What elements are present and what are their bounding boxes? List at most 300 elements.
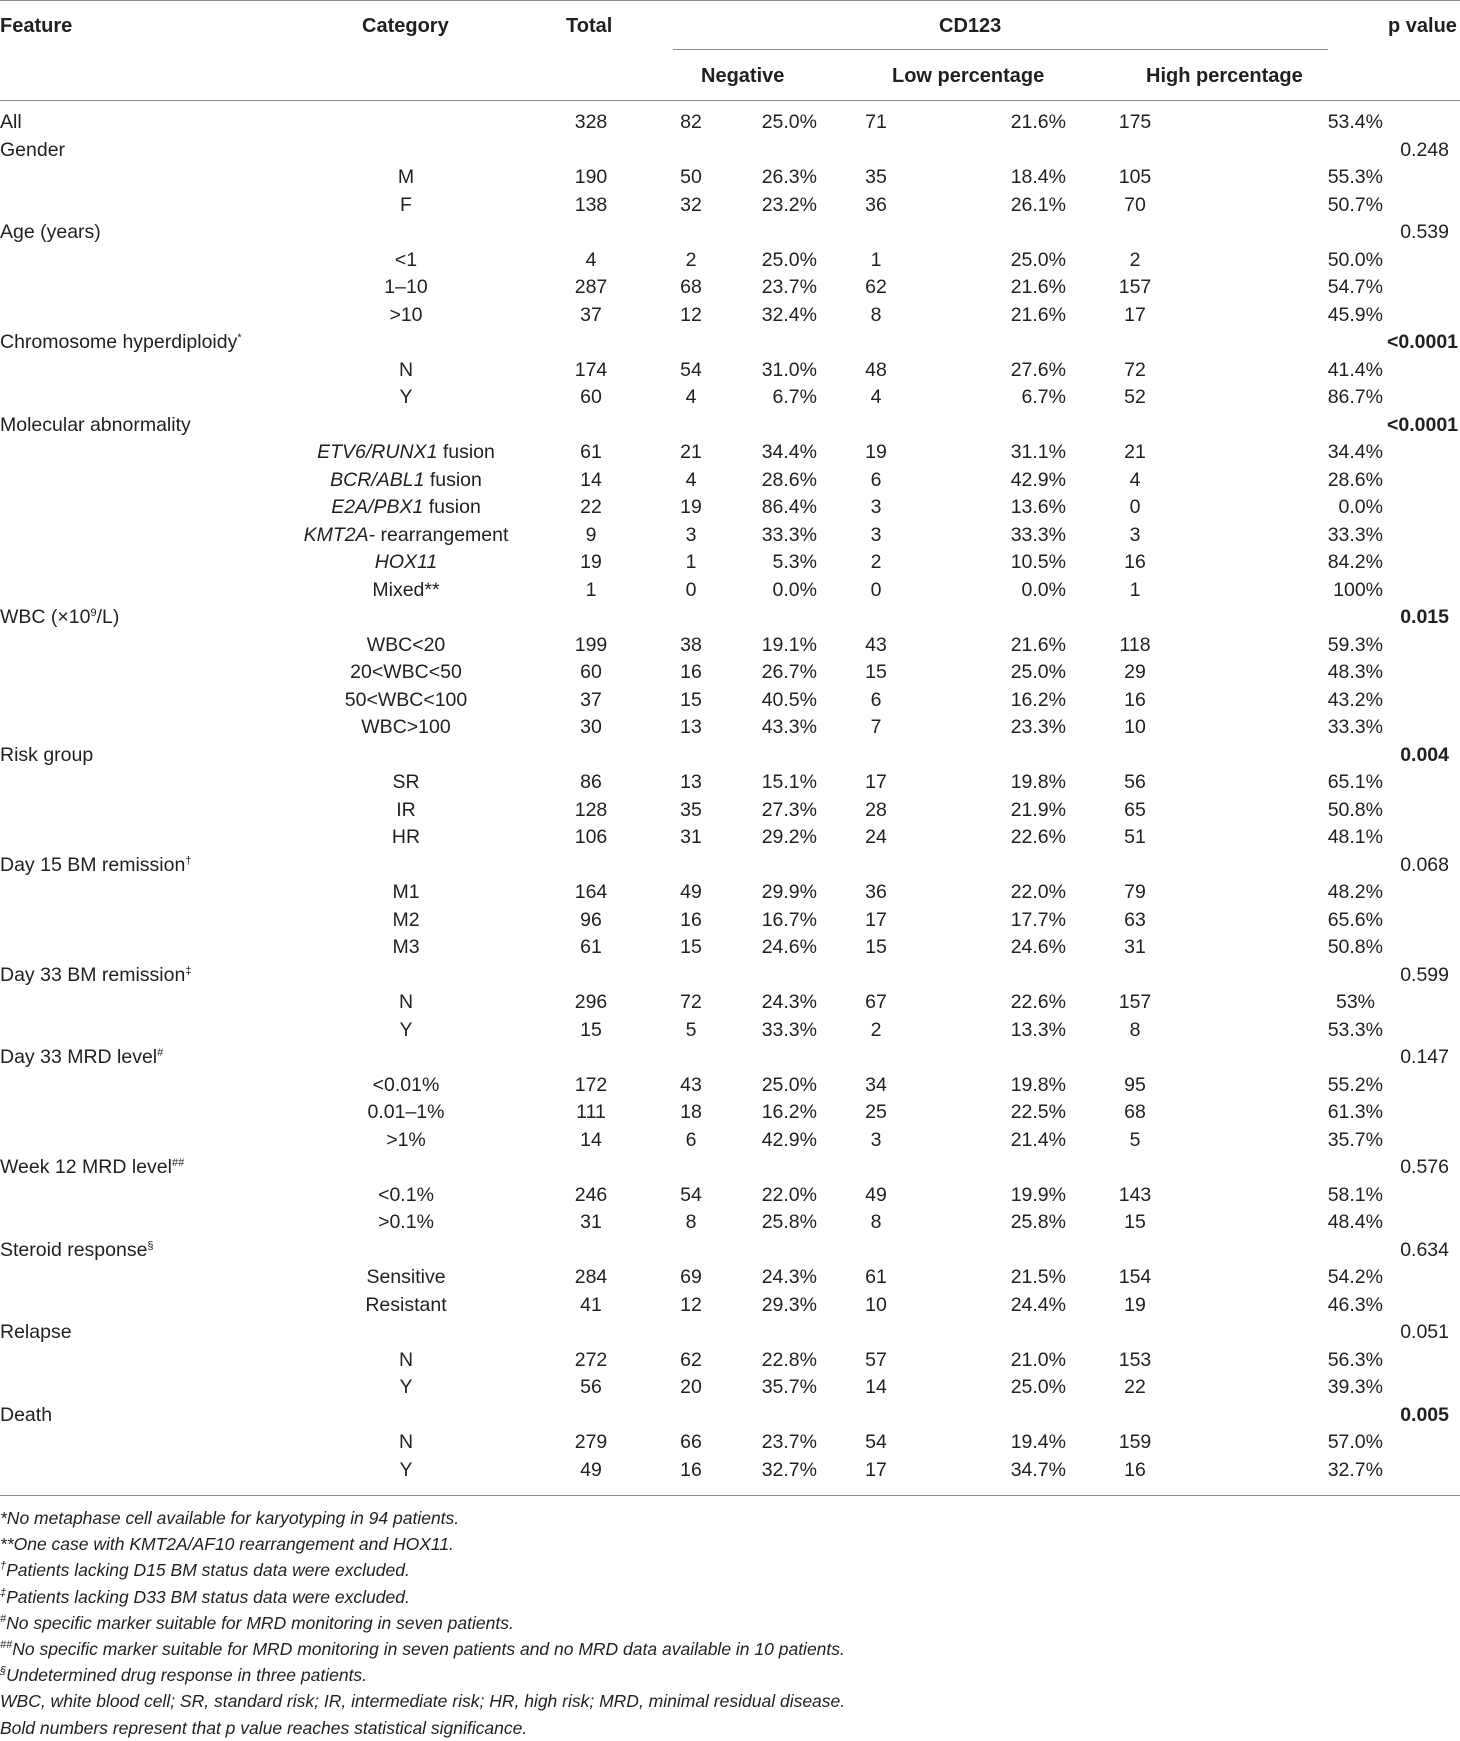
- negative-percent-cell: [712, 1264, 820, 1292]
- low-percent-cell: [932, 494, 1073, 522]
- p-value-cell: [1387, 577, 1460, 605]
- cell-value: 287: [574, 276, 608, 298]
- feature-cell: [0, 632, 300, 660]
- low-percent-cell: [932, 604, 1073, 632]
- high-percent-cell: [1197, 852, 1387, 880]
- cell-value: 50.7%: [1327, 193, 1383, 216]
- p-value: 0.539: [1400, 221, 1449, 243]
- cell-value: 32.4%: [761, 303, 817, 326]
- cell-value: 21.6%: [1010, 111, 1066, 133]
- high-count-cell: [1073, 1127, 1197, 1155]
- high-count-cell: [1073, 577, 1197, 605]
- p-value: 0.015: [1400, 606, 1449, 628]
- cell-value: 138: [574, 193, 608, 216]
- low-percent-cell: [932, 1127, 1073, 1155]
- low-percent-cell: [932, 522, 1073, 550]
- total-cell: [512, 687, 670, 715]
- low-count-cell: [820, 494, 932, 522]
- cell-value: 0.0%: [1338, 496, 1383, 518]
- category-cell: [300, 522, 512, 550]
- cell-value: 16: [1124, 688, 1146, 711]
- high-percent-cell: [1197, 1237, 1387, 1265]
- total-cell: [512, 522, 670, 550]
- category-cell: [300, 247, 512, 275]
- footnote-text: Patients lacking D15 BM status data were excluded.: [6, 1560, 410, 1581]
- table-row: [0, 1374, 1460, 1402]
- cell-value: 6.7%: [772, 386, 817, 408]
- category-cell: [300, 824, 512, 852]
- cell-value: 50.8%: [1327, 936, 1383, 958]
- feature-cell: [0, 357, 300, 385]
- cell-value: 1: [1129, 578, 1141, 601]
- feature-cell: [0, 137, 300, 165]
- total-cell: [512, 714, 670, 742]
- cell-value: 61: [580, 441, 602, 463]
- high-count-cell: [1073, 494, 1197, 522]
- cell-value: 65: [1124, 798, 1146, 821]
- table-row: [0, 109, 1460, 137]
- high-count-cell: [1073, 384, 1197, 412]
- cell-value: 33.3%: [1010, 523, 1066, 546]
- feature-label: Day 33 MRD level: [0, 1046, 158, 1068]
- cell-value: 84.2%: [1327, 551, 1383, 573]
- cell-value: 37: [580, 688, 602, 711]
- feature-cell: [0, 852, 300, 880]
- footnote-mark: ##: [0, 1639, 13, 1652]
- cell-value: 284: [574, 1266, 608, 1288]
- cell-value: 28.6%: [1327, 468, 1383, 491]
- high-count-cell: [1073, 1237, 1197, 1265]
- low-percent-cell: [932, 714, 1073, 742]
- low-count-cell: [820, 357, 932, 385]
- high-percent-cell: [1197, 1264, 1387, 1292]
- cell-value: 53%: [1335, 991, 1375, 1013]
- cell-value: 105: [1118, 166, 1152, 188]
- cell-value: 41: [580, 1293, 602, 1316]
- category-cell: [300, 1127, 512, 1155]
- low-percent-cell: [932, 852, 1073, 880]
- feature-cell: [0, 1292, 300, 1320]
- high-count-cell: [1073, 989, 1197, 1017]
- low-percent-cell: [932, 412, 1073, 440]
- high-percent-cell: [1197, 659, 1387, 687]
- category-label: Resistant: [365, 1293, 447, 1316]
- cell-value: 33.3%: [761, 523, 817, 546]
- negative-count-cell: [670, 1044, 712, 1072]
- high-count-cell: [1073, 164, 1197, 192]
- footnote-text: *No metaphase cell available for karyotyping in 94 patients.: [0, 1508, 460, 1528]
- negative-percent-cell: [712, 1374, 820, 1402]
- category-cell: [300, 192, 512, 220]
- footnote-mark: #: [0, 1612, 7, 1625]
- negative-percent-cell: [712, 1044, 820, 1072]
- negative-percent-cell: [712, 302, 820, 330]
- total-cell: [512, 769, 670, 797]
- category-cell: [300, 412, 512, 440]
- cell-value: 49: [580, 1458, 602, 1481]
- cell-value: 19: [865, 441, 887, 463]
- p-value-cell: [1387, 1402, 1460, 1430]
- negative-percent-cell: [712, 1319, 820, 1347]
- feature-cell: [0, 1127, 300, 1155]
- negative-percent-cell: [712, 742, 820, 770]
- cell-value: 4: [685, 468, 697, 491]
- category-label: IR: [396, 798, 416, 821]
- cell-value: 19: [680, 496, 702, 518]
- high-count-cell: [1073, 1292, 1197, 1320]
- p-value-cell: [1387, 962, 1460, 990]
- total-cell: [512, 1017, 670, 1045]
- cell-value: 29.2%: [761, 826, 817, 848]
- top-rule: [0, 0, 1460, 1]
- cell-value: 296: [574, 991, 608, 1013]
- high-count-cell: [1073, 632, 1197, 660]
- low-count-cell: [820, 824, 932, 852]
- cell-value: 34: [865, 1073, 887, 1096]
- high-percent-cell: [1197, 1099, 1387, 1127]
- category-cell: [300, 439, 512, 467]
- cell-value: 143: [1118, 1183, 1152, 1206]
- cell-value: 159: [1118, 1431, 1152, 1453]
- high-percent-cell: [1197, 1429, 1387, 1457]
- low-count-cell: [820, 769, 932, 797]
- p-value-cell: [1387, 412, 1460, 440]
- table-row: [0, 714, 1460, 742]
- feature-cell: [0, 742, 300, 770]
- cell-value: 48.4%: [1327, 1211, 1383, 1233]
- cell-value: 14: [580, 1128, 602, 1151]
- table-row: [0, 632, 1460, 660]
- high-percent-cell: [1197, 247, 1387, 275]
- table-row: [0, 247, 1460, 275]
- category-label: <0.01%: [372, 1073, 440, 1096]
- feature-cell: [0, 247, 300, 275]
- negative-count-cell: [670, 439, 712, 467]
- high-count-cell: [1073, 1374, 1197, 1402]
- negative-count-cell: [670, 357, 712, 385]
- p-value-cell: [1387, 797, 1460, 825]
- category-cell: [300, 604, 512, 632]
- low-count-cell: [820, 934, 932, 962]
- total-cell: [512, 412, 670, 440]
- low-count-cell: [820, 1374, 932, 1402]
- high-percent-cell: [1197, 137, 1387, 165]
- low-percent-cell: [932, 1017, 1073, 1045]
- table-row: [0, 357, 1460, 385]
- negative-count-cell: [670, 192, 712, 220]
- high-percent-cell: [1197, 302, 1387, 330]
- cell-value: 3: [870, 523, 882, 546]
- footnote-line: [0, 1505, 1460, 1531]
- low-count-cell: [820, 1209, 932, 1237]
- feature-cell: [0, 797, 300, 825]
- negative-count-cell: [670, 934, 712, 962]
- low-count-cell: [820, 1127, 932, 1155]
- feature-cell: [0, 1044, 300, 1072]
- feature-cell: [0, 1099, 300, 1127]
- high-percent-cell: [1197, 1457, 1387, 1485]
- low-percent-cell: [932, 439, 1073, 467]
- feature-label: Chromosome hyperdiploidy: [0, 331, 238, 353]
- table-row: [0, 989, 1460, 1017]
- category-label: rearrangement: [375, 523, 509, 546]
- gene-name: HOX11: [374, 551, 438, 573]
- category-label: <1: [394, 248, 418, 271]
- cell-value: 25.8%: [1010, 1211, 1066, 1233]
- cell-value: 14: [865, 1376, 887, 1398]
- p-value-cell: [1387, 302, 1460, 330]
- category-label: Sensitive: [366, 1266, 446, 1288]
- category-label: fusion: [437, 441, 495, 463]
- cell-value: 23.2%: [761, 193, 817, 216]
- cell-value: 33.3%: [761, 1018, 817, 1041]
- feature-cell: [0, 1209, 300, 1237]
- table-row: [0, 1044, 1460, 1072]
- total-cell: [512, 164, 670, 192]
- feature-cell: [0, 384, 300, 412]
- cell-value: 60: [580, 386, 602, 408]
- cell-value: 38: [680, 633, 702, 656]
- p-value-cell: [1387, 604, 1460, 632]
- low-count-cell: [820, 907, 932, 935]
- cell-value: 42.9%: [761, 1128, 817, 1151]
- low-count-cell: [820, 302, 932, 330]
- cell-value: 32: [680, 193, 702, 216]
- cell-value: 45.9%: [1327, 303, 1383, 326]
- cell-value: 29.9%: [761, 881, 817, 903]
- p-value-cell: [1387, 192, 1460, 220]
- feature-cell: [0, 439, 300, 467]
- cell-value: 29.3%: [761, 1293, 817, 1316]
- low-percent-cell: [932, 384, 1073, 412]
- high-count-cell: [1073, 1319, 1197, 1347]
- total-cell: [512, 604, 670, 632]
- table-row: [0, 219, 1460, 247]
- cell-value: 16: [680, 1458, 702, 1481]
- feature-label: Day 33 BM remission: [0, 963, 186, 986]
- cell-value: 15: [680, 936, 702, 958]
- low-count-cell: [820, 632, 932, 660]
- cell-value: 106: [574, 826, 608, 848]
- category-cell: [300, 274, 512, 302]
- low-count-cell: [820, 852, 932, 880]
- high-count-cell: [1073, 1099, 1197, 1127]
- p-value-cell: [1387, 164, 1460, 192]
- p-value: 0.068: [1400, 853, 1449, 876]
- high-percent-cell: [1197, 357, 1387, 385]
- table-row: [0, 164, 1460, 192]
- cell-value: 24.3%: [761, 991, 817, 1013]
- cell-value: 16: [680, 661, 702, 683]
- low-percent-cell: [932, 329, 1073, 357]
- negative-count-cell: [670, 632, 712, 660]
- negative-count-cell: [670, 1319, 712, 1347]
- cell-value: 60: [580, 661, 602, 683]
- negative-count-cell: [670, 659, 712, 687]
- table-row: [0, 329, 1460, 357]
- feature-cell: [0, 302, 300, 330]
- negative-percent-cell: [712, 659, 820, 687]
- cell-value: 18: [680, 1101, 702, 1123]
- category-cell: [300, 494, 512, 522]
- low-percent-cell: [932, 1154, 1073, 1182]
- cell-value: 56: [580, 1376, 602, 1398]
- cell-value: 61: [580, 936, 602, 958]
- negative-percent-cell: [712, 962, 820, 990]
- footnote-mark: §: [0, 1665, 7, 1678]
- high-count-cell: [1073, 769, 1197, 797]
- total-cell: [512, 632, 670, 660]
- table-row: [0, 962, 1460, 990]
- high-percent-cell: [1197, 549, 1387, 577]
- low-percent-cell: [932, 1457, 1073, 1485]
- header-total: Total: [566, 15, 613, 37]
- table-row: [0, 797, 1460, 825]
- category-cell: [300, 632, 512, 660]
- cell-value: 199: [574, 633, 608, 656]
- cell-value: 41.4%: [1327, 358, 1383, 381]
- cell-value: 46.3%: [1327, 1293, 1383, 1316]
- cell-value: 57.0%: [1327, 1431, 1383, 1453]
- low-percent-cell: [932, 219, 1073, 247]
- cell-value: 6: [685, 1128, 697, 1151]
- high-count-cell: [1073, 1017, 1197, 1045]
- feature-label: All: [0, 111, 22, 133]
- p-value-cell: [1387, 1374, 1460, 1402]
- low-count-cell: [820, 522, 932, 550]
- footnote-line: [0, 1531, 1460, 1557]
- total-cell: [512, 1319, 670, 1347]
- category-cell: [300, 384, 512, 412]
- low-percent-cell: [932, 879, 1073, 907]
- p-value-cell: [1387, 1182, 1460, 1210]
- table-row: [0, 494, 1460, 522]
- p-value-cell: [1387, 1292, 1460, 1320]
- cell-value: 12: [680, 1293, 702, 1316]
- cell-value: 13: [680, 716, 702, 738]
- cell-value: 31.1%: [1010, 441, 1066, 463]
- high-percent-cell: [1197, 329, 1387, 357]
- cell-value: 28.6%: [761, 468, 817, 491]
- category-label: N: [398, 358, 414, 381]
- cell-value: 157: [1118, 276, 1152, 298]
- low-count-cell: [820, 164, 932, 192]
- cell-value: 59.3%: [1327, 633, 1383, 656]
- cell-value: 17: [865, 771, 887, 793]
- cell-value: 328: [574, 111, 608, 133]
- category-label: Y: [399, 1018, 413, 1041]
- p-value-cell: [1387, 1209, 1460, 1237]
- category-cell: [300, 164, 512, 192]
- table-row: [0, 907, 1460, 935]
- category-cell: [300, 989, 512, 1017]
- cell-value: 86.7%: [1327, 386, 1383, 408]
- cell-value: 50.8%: [1327, 798, 1383, 821]
- cell-value: 54: [680, 358, 702, 381]
- low-count-cell: [820, 1182, 932, 1210]
- cell-value: 2: [870, 551, 882, 573]
- footnote-line: [0, 1715, 1460, 1741]
- high-count-cell: [1073, 1154, 1197, 1182]
- high-percent-cell: [1197, 1017, 1387, 1045]
- cell-value: 31: [1124, 936, 1146, 958]
- p-value: 0.005: [1400, 1403, 1449, 1426]
- cell-value: 13.3%: [1010, 1018, 1066, 1041]
- low-count-cell: [820, 1429, 932, 1457]
- high-count-cell: [1073, 879, 1197, 907]
- table-row: [0, 137, 1460, 165]
- p-value-cell: [1387, 1072, 1460, 1100]
- category-label: WBC>100: [361, 716, 451, 738]
- high-percent-cell: [1197, 1072, 1387, 1100]
- p-value-cell: [1387, 549, 1460, 577]
- high-percent-cell: [1197, 907, 1387, 935]
- table-row: [0, 1072, 1460, 1100]
- negative-count-cell: [670, 797, 712, 825]
- cell-value: 25.8%: [761, 1211, 817, 1233]
- cell-value: 8: [870, 1211, 882, 1233]
- p-value-cell: [1387, 1099, 1460, 1127]
- cell-value: 50.0%: [1327, 248, 1383, 271]
- table-row: [0, 522, 1460, 550]
- category-label: >10: [389, 303, 423, 326]
- low-percent-cell: [932, 357, 1073, 385]
- high-percent-cell: [1197, 797, 1387, 825]
- total-cell: [512, 879, 670, 907]
- cell-value: 17: [865, 1458, 887, 1481]
- negative-count-cell: [670, 742, 712, 770]
- table-row: [0, 1292, 1460, 1320]
- high-percent-cell: [1197, 164, 1387, 192]
- negative-percent-cell: [712, 852, 820, 880]
- p-value-cell: [1387, 1044, 1460, 1072]
- cell-value: 31: [580, 1211, 602, 1233]
- cell-value: 19.8%: [1010, 771, 1066, 793]
- low-count-cell: [820, 1347, 932, 1375]
- footnote-line: [0, 1610, 1460, 1636]
- category-cell: [300, 302, 512, 330]
- cell-value: 25.0%: [761, 111, 817, 133]
- high-percent-cell: [1197, 962, 1387, 990]
- p-value: 0.634: [1400, 1238, 1449, 1261]
- category-label: 20<WBC<50: [350, 661, 462, 683]
- negative-count-cell: [670, 604, 712, 632]
- p-value-cell: [1387, 274, 1460, 302]
- cell-value: 19.8%: [1010, 1073, 1066, 1096]
- high-count-cell: [1073, 1044, 1197, 1072]
- feature-cell: [0, 1429, 300, 1457]
- feature-cell: [0, 1319, 300, 1347]
- category-cell: [300, 1429, 512, 1457]
- negative-count-cell: [670, 1209, 712, 1237]
- total-cell: [512, 1099, 670, 1127]
- cell-value: 61.3%: [1327, 1101, 1383, 1123]
- negative-count-cell: [670, 109, 712, 137]
- cell-value: 7: [870, 716, 882, 738]
- low-count-cell: [820, 109, 932, 137]
- cell-value: 175: [1118, 111, 1152, 133]
- feature-cell: [0, 907, 300, 935]
- high-percent-cell: [1197, 879, 1387, 907]
- feature-cell: [0, 659, 300, 687]
- category-cell: [300, 714, 512, 742]
- p-value-cell: [1387, 494, 1460, 522]
- cell-value: 3: [870, 1128, 882, 1151]
- high-count-cell: [1073, 357, 1197, 385]
- total-cell: [512, 384, 670, 412]
- high-percent-cell: [1197, 604, 1387, 632]
- negative-percent-cell: [712, 1347, 820, 1375]
